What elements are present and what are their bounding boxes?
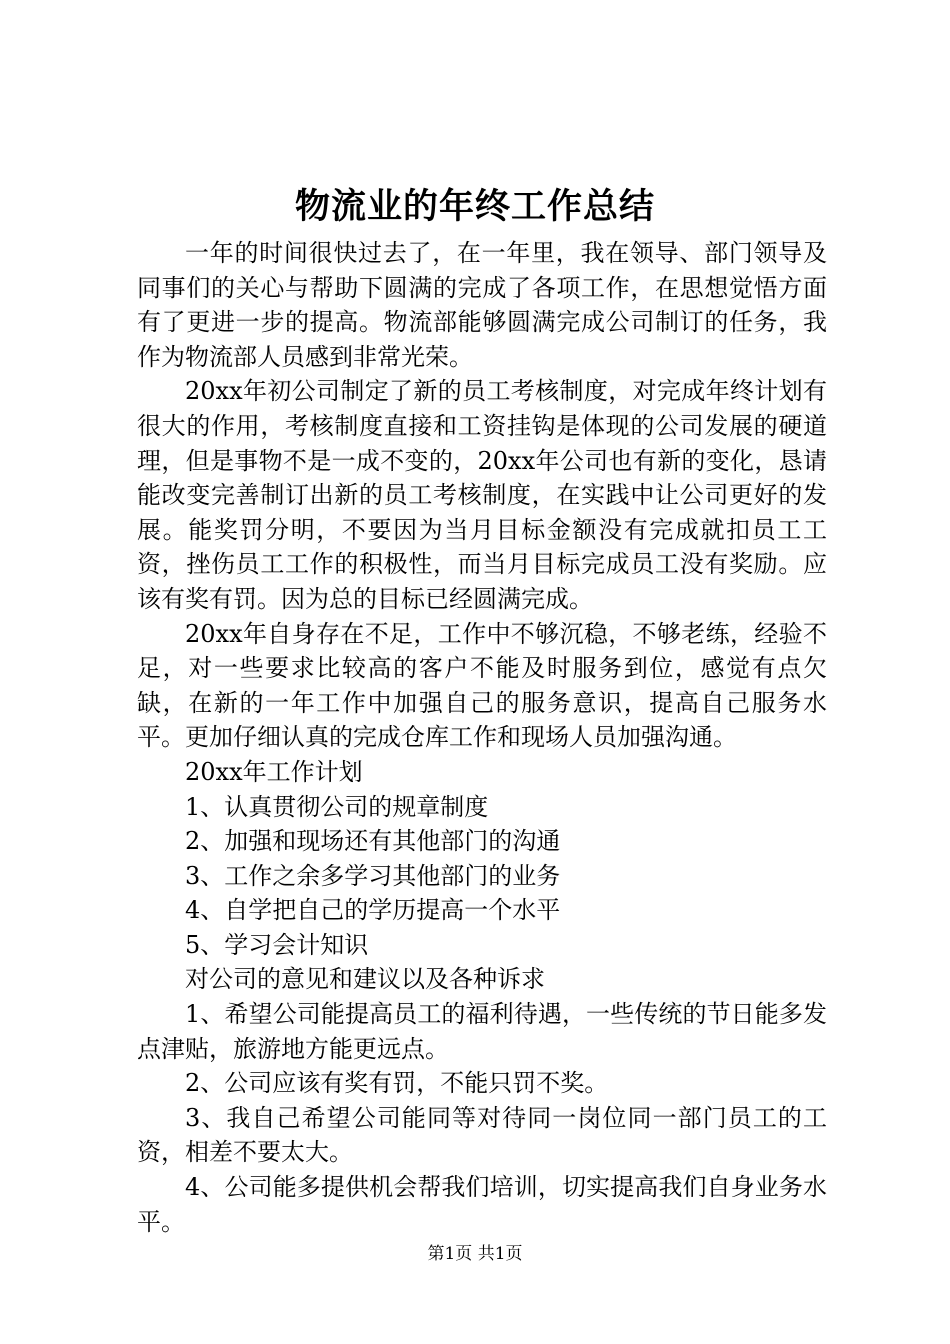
- suggestion-item: 1、希望公司能提高员工的福利待遇，一些传统的节日能多发点津贴，旅游地方能更远点。: [137, 1000, 827, 1063]
- suggestion-item: 4、公司能多提供机会帮我们培训，切实提高我们自身业务水平。: [137, 1173, 827, 1236]
- document-body: [137, 236, 827, 1239]
- plan-item: 1、认真贯彻公司的规章制度: [185, 792, 489, 821]
- paragraph-intro: 一年的时间很快过去了，在一年里，我在领导、部门领导及同事们的关心与帮助下圆满的完成了各项工作，在思想觉悟方面有了更进一步的提高。物流部能够圆满完成公司制订的任务，我作为物流部人员感到非常光荣。: [137, 239, 827, 371]
- section-heading-work-plan: 20xx年工作计划: [185, 757, 363, 786]
- plan-item: 2、加强和现场还有其他部门的沟通: [185, 827, 561, 856]
- paragraph-assessment-system: 20xx年初公司制定了新的员工考核制度，对完成年终计划有很大的作用，考核制度直接和工资挂钩是体现的公司发展的硬道理，但是事物不是一成不变的，20xx年公司也有新的变化，恳请能改变完善制订出新的员工考核制度，在实践中让公司更好的发展。能奖罚分明，不要因为当月目标金额没有完成就扣员工工资，挫伤员工工作的积极性，而当月目标完成员工没有奖励。应该有奖有罚。因为总的目标已经圆满完成。: [137, 377, 827, 613]
- plan-item: 5、学习会计知识: [185, 930, 369, 959]
- suggestion-item: 3、我自己希望公司能同等对待同一岗位同一部门员工的工资，相差不要太大。: [137, 1103, 827, 1167]
- plan-item: 4、自学把自己的学历提高一个水平: [185, 896, 561, 925]
- suggestion-item: 2、公司应该有奖有罚，不能只罚不奖。: [185, 1069, 609, 1098]
- page-footer: 第1页 共1页: [427, 1244, 523, 1264]
- plan-item: 3、工作之余多学习其他部门的业务: [185, 861, 561, 890]
- section-heading-suggestions: 对公司的意见和建议以及各种诉求: [185, 965, 545, 994]
- document-title: 物流业的年终工作总结: [294, 186, 655, 227]
- paragraph-shortcomings: 20xx年自身存在不足，工作中不够沉稳，不够老练，经验不足，对一些要求比较高的客户不能及时服务到位，感觉有点欠缺，在新的一年工作中加强自己的服务意识，提高自己服务水平。更加仔细认真的完成仓库工作和现场人员加强沟通。: [137, 619, 827, 752]
